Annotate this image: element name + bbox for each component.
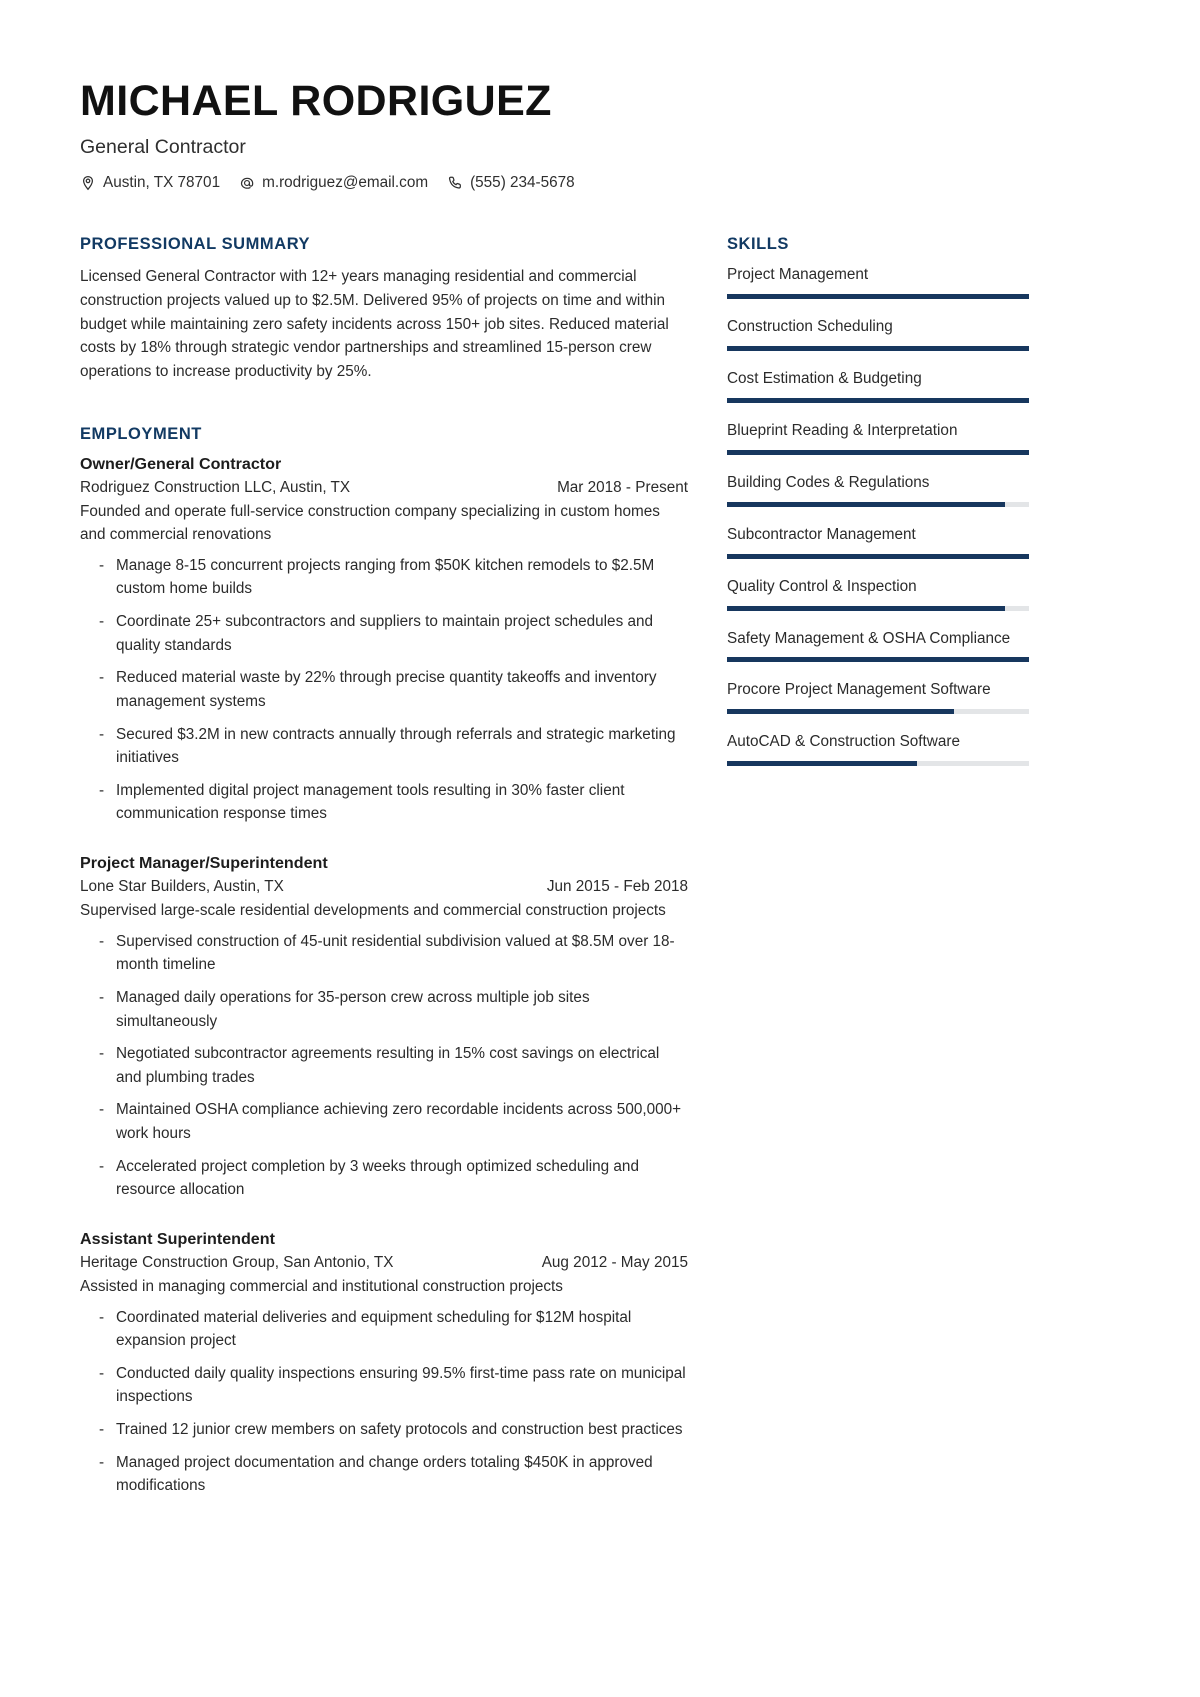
location-pin-icon xyxy=(80,175,96,191)
summary-text: Licensed General Contractor with 12+ years managing residential and commercial construction projects valued up to $2.5M. Delivered 95% of projects on time and within budget while maintaining zero safety incidents across 150+ job sites. Reduced material costs by 18% through strategic vendor partnerships and streamlined 15-person crew operations to increase productivity by 25%. xyxy=(80,268,669,380)
bullet-text: Coordinate 25+ subcontractors and suppliers to maintain project schedules and quality standards xyxy=(116,613,653,654)
bullet-marker-icon: - xyxy=(99,669,105,687)
skill-item xyxy=(727,629,1029,663)
job-bullet xyxy=(80,1042,688,1089)
skill-level-fill xyxy=(727,502,1005,507)
section-heading-summary: PROFESSIONAL SUMMARY xyxy=(80,235,311,254)
skills-list xyxy=(727,265,1029,766)
bullet-text: Supervised construction of 45-unit residential subdivision valued at $8.5M over 18-month timeline xyxy=(116,932,675,974)
skill-level-fill xyxy=(727,761,917,766)
job-role: Owner/General Contractor xyxy=(80,454,282,473)
skill-label: Cost Estimation & Budgeting xyxy=(727,370,922,388)
skill-item xyxy=(727,525,1029,559)
skill-level-track xyxy=(727,346,1029,351)
skill-level-track xyxy=(727,398,1029,403)
section-employment xyxy=(80,425,688,1498)
skill-item xyxy=(727,577,1029,611)
skill-level-track xyxy=(727,709,1029,714)
skill-label: Building Codes & Regulations xyxy=(727,473,930,491)
bullet-text: Managed daily operations for 35-person crew across multiple job sites simultaneously xyxy=(116,988,590,1030)
contact-email xyxy=(239,174,428,192)
skill-label: Quality Control & Inspection xyxy=(727,577,917,595)
job-description: Assisted in managing commercial and institutional construction projects xyxy=(80,1277,563,1295)
bullet-text: Conducted daily quality inspections ensuring 99.5% first-time pass rate on municipal inspections xyxy=(116,1364,686,1406)
bullet-marker-icon: - xyxy=(99,1101,105,1119)
phone-icon xyxy=(447,175,463,191)
skill-item xyxy=(727,421,1029,455)
section-heading-employment: EMPLOYMENT xyxy=(80,424,202,443)
skill-item xyxy=(727,265,1029,299)
employment-entry xyxy=(80,1230,688,1498)
skill-level-fill xyxy=(727,554,1029,559)
job-bullet xyxy=(80,1098,688,1145)
job-bullet xyxy=(80,1306,688,1353)
skill-label: Project Management xyxy=(727,266,869,284)
bullet-marker-icon: - xyxy=(99,1453,105,1471)
job-dates: Mar 2018 - Present xyxy=(557,478,688,496)
bullet-text: Accelerated project completion by 3 weeks through optimized scheduling and resource allocation xyxy=(116,1157,639,1199)
job-bullet xyxy=(80,930,688,977)
job-bullet xyxy=(80,779,688,826)
job-company: Heritage Construction Group, San Antonio, TX xyxy=(80,1253,394,1271)
skill-level-track xyxy=(727,657,1029,662)
section-skills xyxy=(727,235,1029,766)
skill-item xyxy=(727,732,1029,766)
candidate-job-title: General Contractor xyxy=(80,136,246,159)
job-description: Supervised large-scale residential developments and commercial construction projects xyxy=(80,902,666,920)
contact-location xyxy=(80,174,220,192)
skill-label: Blueprint Reading & Interpretation xyxy=(727,422,958,440)
contact-phone-value: (555) 234-5678 xyxy=(470,174,575,192)
job-bullet xyxy=(80,1418,688,1442)
bullet-text: Maintained OSHA compliance achieving zero recordable incidents across 500,000+ work hours xyxy=(116,1101,682,1143)
sidebar-column xyxy=(727,235,1029,784)
skill-item xyxy=(727,317,1029,351)
bullet-marker-icon: - xyxy=(99,1421,105,1439)
skill-level-fill xyxy=(727,346,1029,351)
job-bullet xyxy=(80,1362,688,1409)
bullet-marker-icon: - xyxy=(99,556,105,574)
skill-level-track xyxy=(727,606,1029,611)
skill-level-track xyxy=(727,502,1029,507)
skill-label: Construction Scheduling xyxy=(727,318,893,336)
bullet-marker-icon: - xyxy=(99,1045,105,1063)
section-heading-skills: SKILLS xyxy=(727,235,789,254)
job-company-dates xyxy=(80,1254,688,1272)
bullet-text: Reduced material waste by 22% through precise quantity takeoffs and inventory management systems xyxy=(116,669,657,710)
bullet-text: Negotiated subcontractor agreements resulting in 15% cost savings on electrical and plumbing trades xyxy=(116,1045,660,1086)
job-bullet xyxy=(80,1155,688,1202)
bullet-text: Trained 12 junior crew members on safety protocols and construction best practices xyxy=(116,1421,683,1439)
resume-body xyxy=(80,235,1028,1498)
skill-level-track xyxy=(727,761,1029,766)
skill-label: Safety Management & OSHA Compliance xyxy=(727,629,1011,647)
contact-location-value: Austin, TX 78701 xyxy=(103,174,221,192)
skill-label: AutoCAD & Construction Software xyxy=(727,733,960,751)
bullet-marker-icon: - xyxy=(99,1308,105,1326)
bullet-text: Managed project documentation and change orders totaling $450K in approved modifications xyxy=(116,1453,653,1495)
skill-level-fill xyxy=(727,398,1029,403)
job-dates: Aug 2012 - May 2015 xyxy=(541,1253,688,1271)
skill-level-fill xyxy=(727,606,1005,611)
employment-entry xyxy=(80,854,688,1202)
skill-level-track xyxy=(727,450,1029,455)
employment-list xyxy=(80,455,688,1498)
main-column xyxy=(80,235,688,1498)
skill-level-track xyxy=(727,294,1029,299)
contact-bar xyxy=(80,174,1028,192)
job-bullet-list xyxy=(80,1306,688,1498)
job-bullet xyxy=(80,554,688,601)
skill-label: Procore Project Management Software xyxy=(727,681,991,699)
resume-header xyxy=(80,78,1028,192)
skill-label: Subcontractor Management xyxy=(727,525,916,543)
contact-email-value: m.rodriguez@email.com xyxy=(262,174,429,192)
skill-item xyxy=(727,680,1029,714)
job-role: Project Manager/Superintendent xyxy=(80,854,328,873)
bullet-marker-icon: - xyxy=(99,1364,105,1382)
job-role: Assistant Superintendent xyxy=(80,1229,275,1248)
bullet-marker-icon: - xyxy=(99,781,105,799)
job-bullet xyxy=(80,723,688,770)
bullet-marker-icon: - xyxy=(99,613,105,631)
skill-level-fill xyxy=(727,709,954,714)
job-bullet xyxy=(80,1451,688,1498)
bullet-marker-icon: - xyxy=(99,725,105,743)
job-bullet-list xyxy=(80,930,688,1202)
skill-item xyxy=(727,369,1029,403)
bullet-marker-icon: - xyxy=(99,1157,105,1175)
contact-phone xyxy=(447,174,575,192)
job-company: Lone Star Builders, Austin, TX xyxy=(80,878,284,896)
section-professional-summary xyxy=(80,235,688,383)
job-company-dates xyxy=(80,479,688,497)
bullet-text: Secured $3.2M in new contracts annually through referrals and strategic marketing initiatives xyxy=(116,725,676,767)
employment-entry xyxy=(80,455,688,827)
email-at-icon xyxy=(239,175,255,191)
job-company: Rodriguez Construction LLC, Austin, TX xyxy=(80,478,351,496)
skill-level-fill xyxy=(727,450,1029,455)
bullet-text: Coordinated material deliveries and equipment scheduling for $12M hospital expansion project xyxy=(116,1308,632,1350)
skill-level-fill xyxy=(727,294,1029,299)
bullet-marker-icon: - xyxy=(99,988,105,1006)
bullet-text: Implemented digital project management tools resulting in 30% faster client communication response times xyxy=(116,781,625,823)
job-company-dates xyxy=(80,878,688,896)
skill-item xyxy=(727,473,1029,507)
bullet-marker-icon: - xyxy=(99,932,105,950)
job-bullet xyxy=(80,986,688,1033)
job-dates: Jun 2015 - Feb 2018 xyxy=(546,878,688,896)
job-bullet-list xyxy=(80,554,688,826)
skill-level-fill xyxy=(727,657,1029,662)
job-bullet xyxy=(80,666,688,713)
bullet-text: Manage 8-15 concurrent projects ranging from $50K kitchen remodels to $2.5M custom home builds xyxy=(116,556,655,598)
skill-level-track xyxy=(727,554,1029,559)
job-bullet xyxy=(80,610,688,657)
candidate-name: MICHAEL RODRIGUEZ xyxy=(80,77,552,125)
job-description: Founded and operate full-service construction company specializing in custom homes and commercial renovations xyxy=(80,502,660,544)
